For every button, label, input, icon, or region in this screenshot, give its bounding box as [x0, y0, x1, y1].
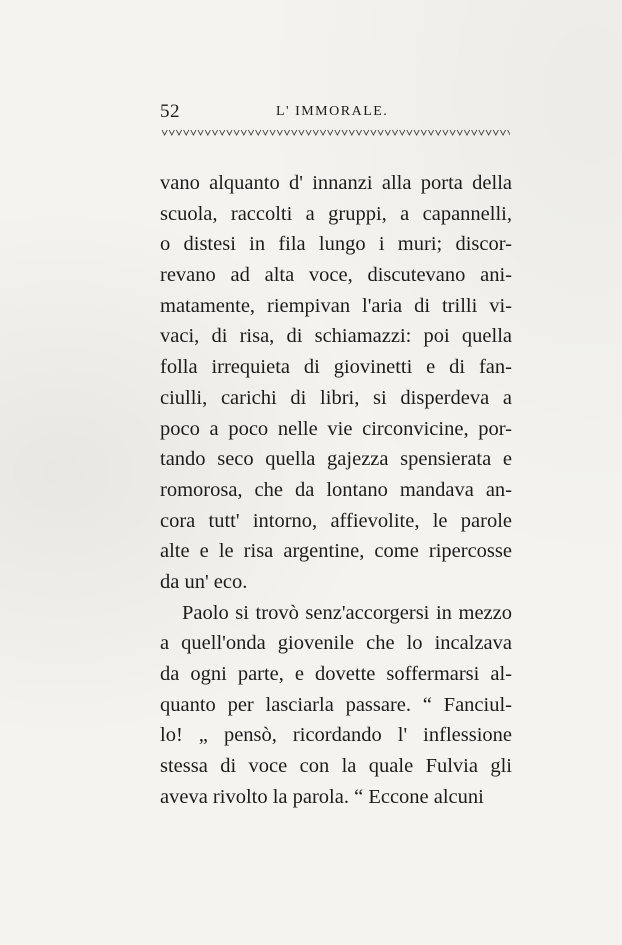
ornament-mark [162, 130, 167, 135]
ornament-mark [263, 130, 268, 135]
ornament-mark [256, 130, 261, 135]
ornament-mark [320, 130, 325, 135]
ornament-mark [306, 130, 311, 135]
ornament-mark [436, 130, 441, 135]
text-line: a quell'onda giovenile che lo incalzava [160, 632, 512, 655]
ornament-mark [342, 130, 347, 135]
ornament-mark [356, 130, 361, 135]
ornament-mark [292, 130, 297, 135]
ornament-mark [486, 130, 491, 135]
ornament-mark [378, 130, 383, 135]
ornament-mark [349, 130, 354, 135]
ornament-mark [227, 130, 232, 135]
running-title: L' IMMORALE. [276, 104, 389, 119]
text-line: o distesi in fila lungo i muri; discor- [160, 233, 512, 256]
text-line: aveva rivolto la parola. “ Eccone alcuni [160, 785, 484, 808]
ornament-mark [472, 130, 477, 135]
text-line: revano ad alta voce, discutevano ani- [160, 264, 512, 287]
text-line: folla irrequieta di giovinetti e di fan- [160, 356, 512, 379]
text-line: poco a poco nelle vie circonvicine, por- [160, 417, 512, 440]
ornament-mark [428, 130, 433, 135]
ornament-mark [191, 130, 196, 135]
text-line: vano alquanto d' innanzi alla porta della [160, 172, 512, 194]
ornament-mark [450, 130, 455, 135]
text-line: da un' eco. [160, 570, 248, 593]
ornament-mark [385, 130, 390, 135]
ornament-mark [464, 130, 469, 135]
ornament-mark [364, 130, 369, 135]
ornament-mark [443, 130, 448, 135]
page-header [160, 101, 512, 125]
ornament-mark [479, 130, 484, 135]
text-line: alte e le risa argentine, come ripercosse [160, 540, 512, 563]
text-line: cora tutt' intorno, affievolite, le parole [160, 509, 512, 532]
ornament-mark [220, 130, 225, 135]
ornament-mark [371, 130, 376, 135]
ornament-mark [400, 130, 405, 135]
ornament-mark [241, 130, 246, 135]
decorative-rule-ornament [160, 128, 510, 138]
ornament-mark [184, 130, 189, 135]
ornament-mark [212, 130, 217, 135]
ornament-mark [493, 130, 498, 135]
ornament-mark [392, 130, 397, 135]
ornament-mark [508, 130, 510, 135]
ornament-mark [284, 130, 289, 135]
ornament-mark [407, 130, 412, 135]
ornament-mark [169, 130, 174, 135]
ornament-mark [176, 130, 181, 135]
ornament-mark [328, 130, 333, 135]
paragraph [160, 598, 512, 813]
ornament-mark [414, 130, 419, 135]
text-line: vaci, di risa, di schiamazzi: poi quella [160, 325, 512, 348]
ornament-mark [205, 130, 210, 135]
text-line: Paolo si trovò senz'accorgersi in mezzo [182, 601, 512, 624]
text-line: quanto per lasciarla passare. “ Fanciul- [160, 693, 512, 716]
text-line: tando seco quella gajezza spensierata e [160, 448, 512, 471]
text-line: lo! „ pensò, ricordando l' inflessione [160, 724, 512, 747]
text-line: stessa di voce con la quale Fulvia gli [160, 755, 512, 778]
ornament-mark [421, 130, 426, 135]
page-number: 52 [160, 101, 180, 122]
ornament-mark [198, 130, 203, 135]
ornament-mark [457, 130, 462, 135]
ornament-mark [500, 130, 505, 135]
body-text [160, 168, 512, 812]
ornament-mark [277, 130, 282, 135]
text-line: da ogni parte, e dovette soffermarsi al- [160, 663, 512, 685]
text-line: ciulli, carichi di libri, si disperdeva a [160, 386, 512, 409]
text-line: scuola, raccolti a gruppi, a capannelli, [160, 202, 512, 225]
ornament-mark [248, 130, 253, 135]
text-line: matamente, riempivan l'aria di trilli vi- [160, 294, 512, 317]
ornament-mark [299, 130, 304, 135]
ornament-mark [335, 130, 340, 135]
ornament-mark [270, 130, 275, 135]
ornament-mark [313, 130, 318, 135]
paragraph [160, 168, 512, 598]
ornament-mark [234, 130, 239, 135]
text-line: romorosa, che da lontano mandava an- [160, 478, 512, 501]
